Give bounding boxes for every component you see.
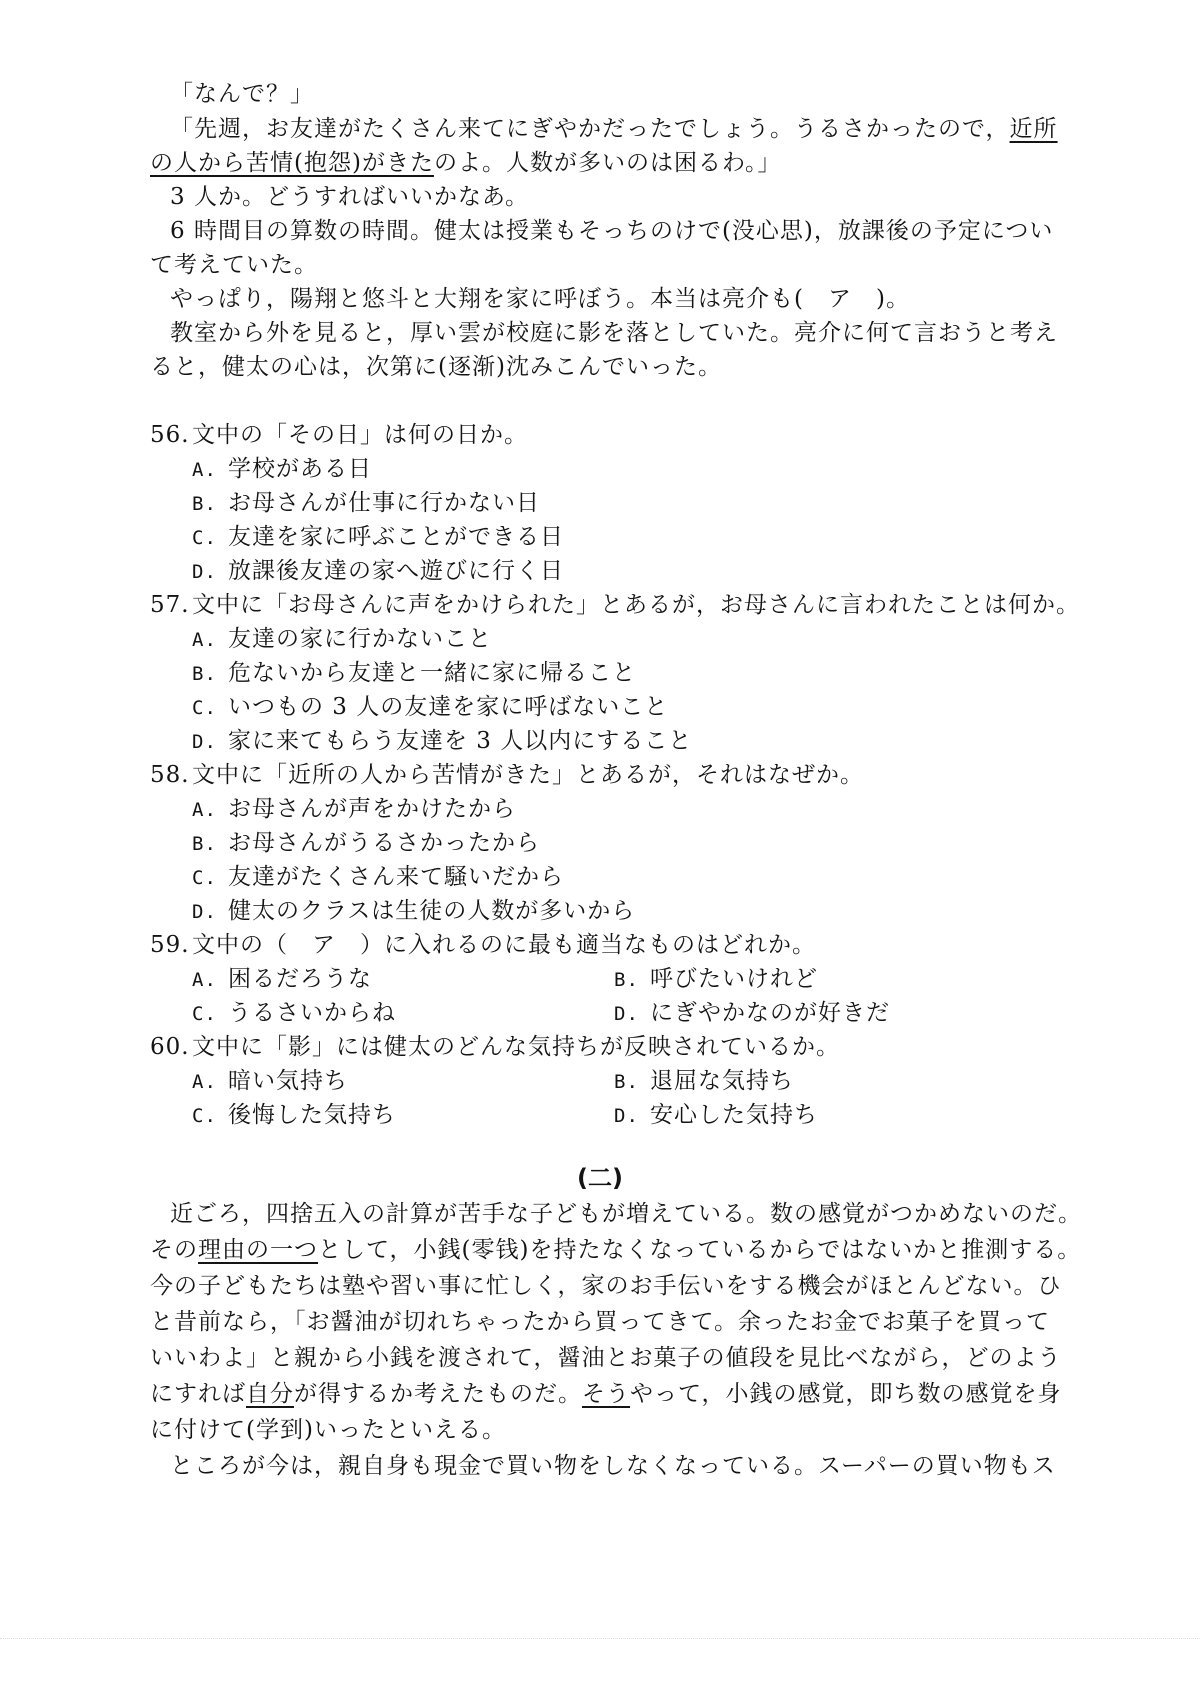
option-text: 健太のクラスは生徒の人数が多いから — [228, 898, 636, 924]
option-label: D. — [614, 1003, 639, 1025]
option-label: D. — [614, 1105, 639, 1127]
option-label: D. — [192, 901, 217, 923]
option-59-b — [614, 961, 818, 998]
story-line-8: 教室から外を見ると，厚い雲が校庭に影を落としていた。亮介に何て言おうと考え — [170, 320, 1058, 346]
option-58-c — [192, 859, 564, 896]
question-number: 60. — [150, 1034, 190, 1060]
option-text: 家に来てもらう友達を 3 人以内にすること — [228, 728, 693, 754]
section-heading: (二) — [577, 1164, 623, 1192]
underlined-phrase: 理由の一つ — [198, 1237, 318, 1263]
underlined-phrase: 近所 — [1009, 116, 1058, 142]
option-text: にぎやかなのが好きだ — [650, 1000, 890, 1026]
passage-text: が得するか考えたものだ。 — [294, 1381, 582, 1407]
option-label: C. — [192, 1105, 217, 1127]
option-label: A. — [192, 799, 217, 821]
option-text: 友達を家に呼ぶことができる日 — [228, 524, 564, 550]
option-60-b — [614, 1063, 794, 1100]
passage-text: として，小銭(零钱)を持たなくなっているからではないかと推測する。 — [318, 1237, 1082, 1263]
passage-line-1: 近ごろ，四捨五入の計算が苦手な子どもが増えている。数の感覚がつかめないのだ。 — [170, 1201, 1082, 1227]
question-60 — [150, 1029, 840, 1065]
option-text: 困るだろうな — [228, 966, 372, 992]
option-text: 暗い気持ち — [228, 1068, 348, 1094]
passage-line-8: ところが今は，親自身も現金で買い物をしなくなっている。スーパーの買い物もス — [170, 1453, 1056, 1479]
page-bottom-divider — [0, 1638, 1200, 1639]
story-text: のよ。人数が多いのは困るわ。」 — [433, 150, 782, 176]
passage-line-5: いいわよ」と親から小銭を渡されて，醤油とお菓子の値段を見比べながら，どのよう — [150, 1345, 1062, 1371]
option-57-a — [192, 621, 492, 658]
option-label: A. — [192, 629, 217, 651]
option-56-a — [192, 451, 372, 488]
story-line-3 — [150, 145, 782, 181]
option-text: お母さんが声をかけたから — [228, 796, 516, 822]
option-label: D. — [192, 561, 217, 583]
option-text: 友達がたくさん来て騒いだから — [228, 864, 564, 890]
question-59 — [150, 927, 816, 963]
option-label: C. — [192, 527, 217, 549]
option-text: お母さんがうるさかったから — [228, 830, 540, 856]
option-59-a — [192, 961, 372, 998]
option-56-b — [192, 485, 540, 522]
passage-line-6 — [150, 1376, 1062, 1412]
option-text: 呼びたいけれど — [650, 966, 818, 992]
option-text: 放課後友達の家へ遊びに行く日 — [228, 558, 564, 584]
option-text: いつもの 3 人の友達を家に呼ばないこと — [228, 694, 669, 720]
option-label: D. — [192, 731, 217, 753]
passage-line-7: に付けて(学到)いったといえる。 — [150, 1417, 506, 1443]
option-text: 学校がある日 — [228, 456, 372, 482]
question-number: 57. — [150, 592, 190, 618]
passage-line-4: と昔前なら，「お醤油が切れちゃったから買ってきて。余ったお金でお菓子を買って — [150, 1309, 1051, 1335]
option-text: お母さんが仕事に行かない日 — [228, 490, 540, 516]
option-label: B. — [614, 1071, 639, 1093]
question-text: 文中に「お母さんに声をかけられた」とあるが，お母さんに言われたことは何か。 — [192, 592, 1080, 618]
passage-text: やって，小銭の感覚，即ち数の感覚を身 — [630, 1381, 1062, 1407]
question-text: 文中の「その日」は何の日か。 — [192, 422, 528, 448]
story-line-6: て考えていた。 — [150, 252, 318, 278]
option-58-d — [192, 893, 635, 930]
option-label: C. — [192, 867, 217, 889]
question-number: 58. — [150, 762, 190, 788]
option-label: A. — [192, 459, 217, 481]
option-label: B. — [614, 969, 639, 991]
option-text: 後悔した気持ち — [228, 1102, 396, 1128]
option-60-c — [192, 1097, 396, 1134]
story-line-5: 6 時間目の算数の時間。健太は授業もそっちのけで(没心思)，放課後の予定につい — [170, 218, 1054, 244]
underlined-phrase: の人から苦情(抱怨)がきた — [150, 150, 434, 176]
option-57-d — [192, 723, 692, 760]
underlined-phrase: 自分 — [246, 1381, 294, 1407]
question-58 — [150, 757, 864, 793]
option-label: B. — [192, 663, 217, 685]
option-text: 退屈な気持ち — [650, 1068, 794, 1094]
question-text: 文中に「影」には健太のどんな気持ちが反映されているか。 — [192, 1034, 840, 1060]
option-label: A. — [192, 1071, 217, 1093]
option-58-b — [192, 825, 540, 862]
option-56-d — [192, 553, 564, 590]
question-text: 文中に「近所の人から苦情がきた」とあるが，それはなぜか。 — [192, 762, 864, 788]
passage-text: にすれば — [150, 1381, 246, 1407]
question-number: 59. — [150, 932, 190, 958]
option-59-d — [614, 995, 890, 1032]
option-text: うるさいからね — [228, 1000, 396, 1026]
option-60-d — [614, 1097, 818, 1134]
option-60-a — [192, 1063, 348, 1100]
option-label: B. — [192, 493, 217, 515]
passage-text: その — [150, 1237, 198, 1263]
option-label: C. — [192, 697, 217, 719]
question-text: 文中の（ ア ）に入れるのに最も適当なものはどれか。 — [192, 932, 816, 958]
option-58-a — [192, 791, 516, 828]
option-label: C. — [192, 1003, 217, 1025]
question-number: 56. — [150, 422, 190, 448]
story-line-4: 3 人か。どうすればいいかなあ。 — [170, 184, 530, 210]
story-line-2 — [170, 111, 1058, 147]
option-57-c — [192, 689, 668, 726]
option-text: 安心した気持ち — [650, 1102, 818, 1128]
option-label: A. — [192, 969, 217, 991]
option-57-b — [192, 655, 636, 692]
option-text: 危ないから友達と一緒に家に帰ること — [228, 660, 636, 686]
passage-line-2 — [150, 1232, 1081, 1268]
story-line-9: ると，健太の心は，次第に(逐渐)沈みこんでいった。 — [150, 354, 722, 380]
underlined-phrase: そう — [582, 1381, 630, 1407]
passage-line-3: 今の子どもたちは塾や習い事に忙しく，家のお手伝いをする機会がほとんどない。ひ — [150, 1273, 1062, 1299]
story-line-1: 「なんで？」 — [170, 81, 314, 107]
option-text: 友達の家に行かないこと — [228, 626, 492, 652]
question-57 — [150, 587, 1080, 623]
option-56-c — [192, 519, 564, 556]
story-line-7: やっぱり，陽翔と悠斗と大翔を家に呼ぼう。本当は亮介も( ア )。 — [170, 286, 910, 312]
option-59-c — [192, 995, 396, 1032]
story-text: 「先週，お友達がたくさん来てにぎやかだったでしょう。うるさかったので， — [170, 116, 1010, 142]
option-label: B. — [192, 833, 217, 855]
question-56 — [150, 417, 528, 453]
